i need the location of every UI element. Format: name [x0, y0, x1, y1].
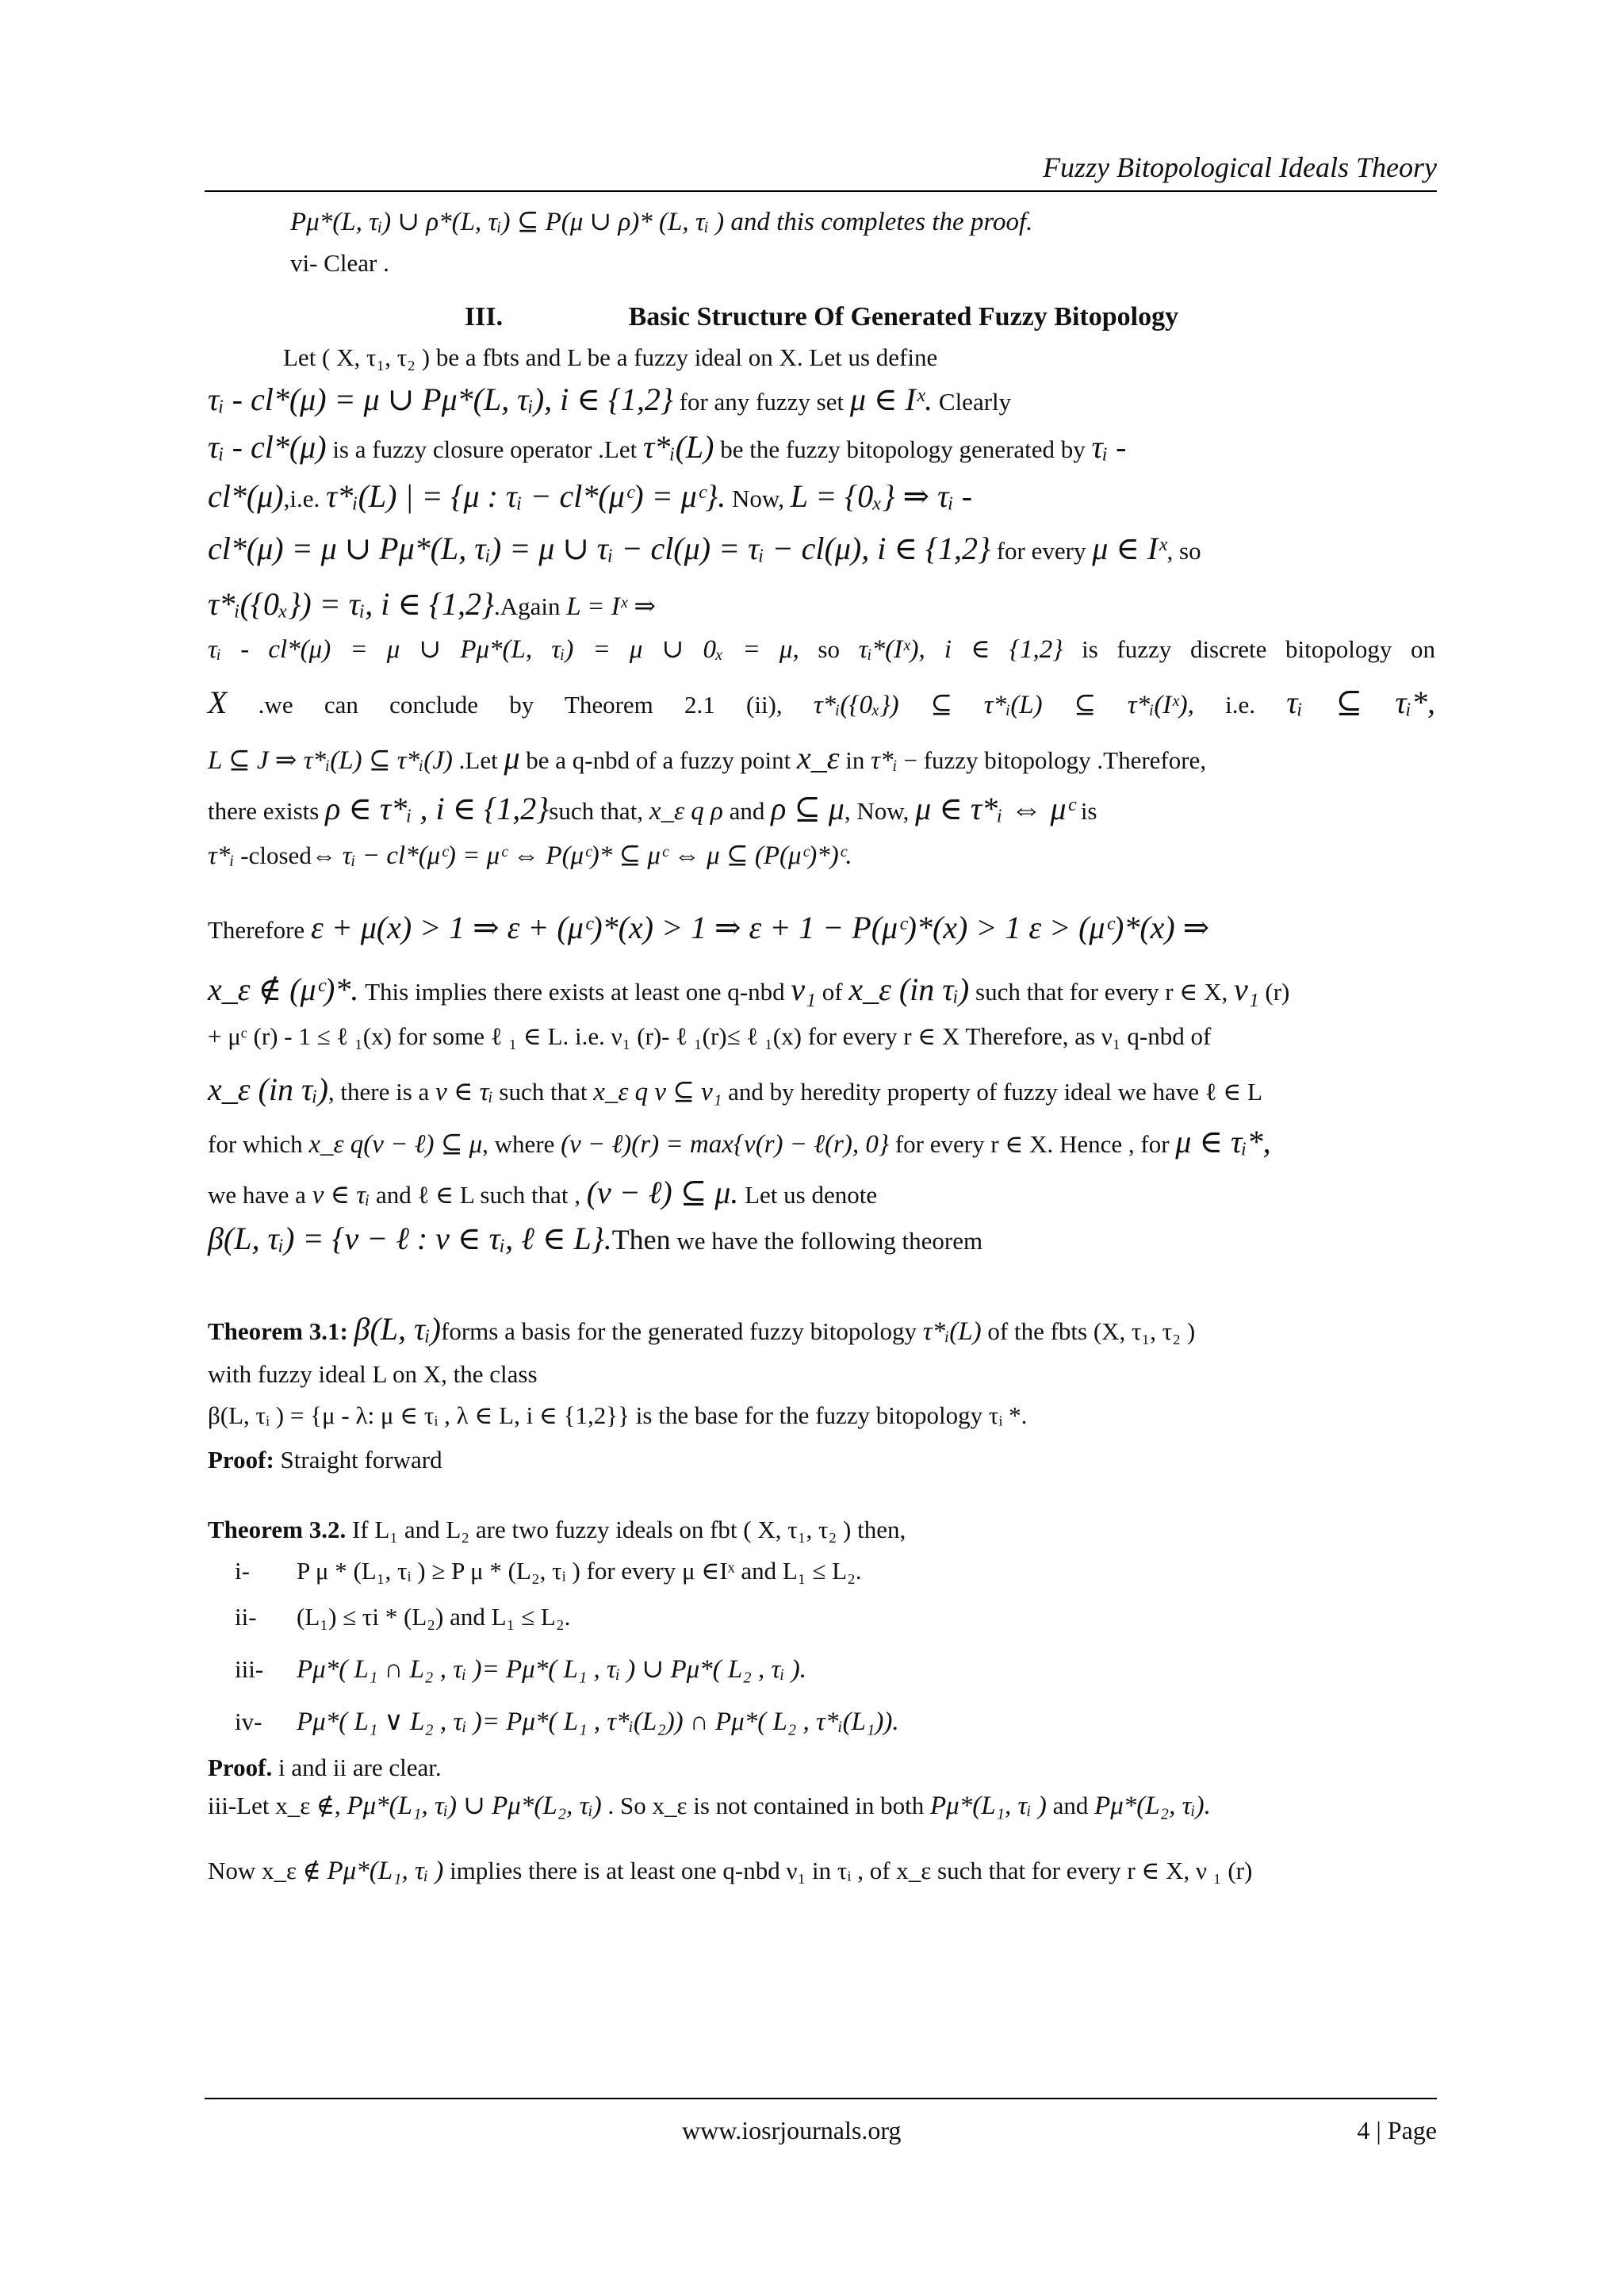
- paragraph-line: τᵢ - cl*(μ) = μ ∪ Pμ*(L, τᵢ) = μ ∪ 0ₓ = μ, so τᵢ*(Iˣ), i ∈ {1,2} is fuzzy discrete bitopology on: [208, 635, 1435, 665]
- header-rule: [205, 190, 1437, 192]
- theorem-3-2: Theorem 3.2. If L₁ and L₂ are two fuzzy ideals on fbt ( X, τ₁, τ₂ ) then,: [208, 1516, 906, 1544]
- paragraph-line: L ⊆ J ⇒ τ*ᵢ(L) ⊆ τ*ᵢ(J) .Let μ be a q-nbd of a fuzzy point x_ε in τ*ᵢ − fuzzy bitopology .Therefore,: [208, 740, 1207, 776]
- line-proof-end: Pμ*(L, τᵢ) ∪ ρ*(L, τᵢ) ⊆ P(μ ∪ ρ)* (L, τᵢ ) and this completes the proof.: [290, 208, 1033, 236]
- section-number: III.: [464, 302, 504, 332]
- paragraph-line: τ*ᵢ({0ₓ}) = τᵢ, i ∈ {1,2}.Again L = Iˣ ⇒: [208, 586, 656, 623]
- paragraph-line: Let ( X, τ₁, τ₂ ) be a fbts and L be a fuzzy ideal on X. Let us define: [283, 343, 938, 372]
- paragraph-line: τᵢ - cl*(μ) = μ ∪ Pμ*(L, τᵢ), i ∈ {1,2} for any fuzzy set μ ∈ Iˣ. Clearly: [208, 381, 1012, 418]
- paragraph-line: Therefore ε + μ(x) > 1 ⇒ ε + (μᶜ)*(x) > 1 ⇒ ε + 1 − P(μᶜ)*(x) > 1 ε > (μᶜ)*(x) ⇒: [208, 910, 1210, 946]
- section-heading: [208, 282, 1435, 343]
- theorem-3-1: Theorem 3.1: β(L, τᵢ)forms a basis for the generated fuzzy bitopology τ*ᵢ(L) of the fbts (X, τ₁, τ₂ ): [208, 1311, 1196, 1347]
- paragraph-line: τᵢ - cl*(μ) is a fuzzy closure operator .Let τ*ᵢ(L) be the fuzzy bitopology generated by τᵢ -: [208, 429, 1127, 466]
- section-title: Basic Structure Of Generated Fuzzy Bitopology: [628, 302, 1179, 332]
- theorem-label: Theorem 3.1:: [208, 1317, 348, 1346]
- paragraph-line: we have a ν ∈ τᵢ and ℓ ∈ L such that , (ν − ℓ) ⊆ μ. Let us denote: [208, 1175, 878, 1211]
- paragraph-line: cl*(μ) = μ ∪ Pμ*(L, τᵢ) = μ ∪ τᵢ − cl(μ) = τᵢ − cl(μ), i ∈ {1,2} for every μ ∈ Iˣ, so: [208, 531, 1201, 567]
- page-body: [208, 208, 1435, 1901]
- proof-line: Proof. i and ii are clear.: [208, 1754, 442, 1782]
- paragraph-line: β(L, τᵢ) = {ν − ℓ : ν ∈ τᵢ, ℓ ∈ L}.Then we have the following theorem: [208, 1221, 983, 1257]
- paragraph-line: X .we can conclude by Theorem 2.1 (ii), τ*ᵢ({0ₓ}) ⊆ τ*ᵢ(L) ⊆ τ*ᵢ(Iˣ), i.e. τᵢ ⊆ τᵢ*,: [208, 684, 1436, 721]
- theorem-label: Theorem 3.2.: [208, 1516, 347, 1544]
- line-clear: vi- Clear .: [290, 249, 389, 277]
- paragraph-line: there exists ρ ∈ τ*ᵢ , i ∈ {1,2}such that, x_ε q ρ and ρ ⊆ μ, Now, μ ∈ τ*ᵢ ⇔ μᶜ is: [208, 791, 1097, 827]
- paragraph-line: x_ε ∉ (μᶜ)*. This implies there exists at least one q-nbd ν₁ of x_ε (in τᵢ) such that for every r ∈ X, ν₁ (r): [208, 972, 1290, 1008]
- paragraph-line: for which x_ε q(ν − ℓ) ⊆ μ, where (ν − ℓ)(r) = max{ν(r) − ℓ(r), 0} for every r ∈ X. Hence , for μ ∈ τᵢ*,: [208, 1124, 1271, 1160]
- paragraph-line: with fuzzy ideal L on X, the class: [208, 1360, 538, 1389]
- paragraph-line: x_ε (in τᵢ), there is a ν ∈ τᵢ such that x_ε q ν ⊆ ν₁ and by heredity property of fuzzy ideal we have ℓ ∈ L: [208, 1071, 1262, 1108]
- proof-line: Proof: Straight forward: [208, 1446, 442, 1474]
- list-item: ii- (L₁) ≤ τi * (L₂) and L₁ ≤ L₂.: [235, 1603, 571, 1631]
- paragraph-line: τ*ᵢ -closed⇔ τᵢ − cl*(μᶜ) = μᶜ ⇔ P(μᶜ)* ⊆ μᶜ ⇔ μ ⊆ (P(μᶜ)*)ᶜ.: [208, 841, 852, 871]
- running-header: Fuzzy Bitopological Ideals Theory: [1043, 151, 1437, 183]
- page-number: 4 | Page: [1357, 2116, 1437, 2145]
- footer-url: www.iosrjournals.org: [682, 2116, 902, 2145]
- list-item: i- P μ * (L₁, τᵢ ) ≥ P μ * (L₂, τᵢ ) for every μ ∈Iˣ and L₁ ≤ L₂.: [235, 1557, 862, 1585]
- paragraph-line: Now x_ε ∉ Pμ*(L₁, τᵢ ) implies there is at least one q-nbd ν₁ in τᵢ , of x_ε such that for every r ∈ X, ν ₁ (r): [208, 1857, 1253, 1886]
- list-item: iii- Pμ*( L₁ ∩ L₂ , τᵢ )= Pμ*( L₁ , τᵢ ) ∪ Pμ*( L₂ , τᵢ ).: [235, 1655, 807, 1685]
- footer-rule: [205, 2098, 1437, 2099]
- paragraph-line: + μᶜ (r) - 1 ≤ ℓ ₁(x) for some ℓ ₁ ∈ L. i.e. ν₁ (r)- ℓ ₁(r)≤ ℓ ₁(x) for every r ∈ X Therefore, as ν₁ q-nbd of: [208, 1022, 1212, 1051]
- paragraph-line: β(L, τᵢ ) = {μ - λ: μ ∈ τᵢ , λ ∈ L, i ∈ {1,2}} is the base for the fuzzy bitopology τᵢ *.: [208, 1401, 1028, 1430]
- paragraph-line: iii-Let x_ε ∉, Pμ*(L₁, τᵢ) ∪ Pμ*(L₂, τᵢ) . So x_ε is not contained in both Pμ*(L₁, τᵢ ) and Pμ*(L₂, τᵢ).: [208, 1792, 1211, 1821]
- list-item: iv- Pμ*( L₁ ∨ L₂ , τᵢ )= Pμ*( L₁ , τ*ᵢ(L₂)) ∩ Pμ*( L₂ , τ*ᵢ(L₁)).: [235, 1708, 899, 1737]
- paragraph-line: cl*(μ),i.e. τ*ᵢ(L) | = {μ : τᵢ − cl*(μᶜ) = μᶜ}. Now, L = {0ₓ} ⇒ τᵢ -: [208, 478, 973, 515]
